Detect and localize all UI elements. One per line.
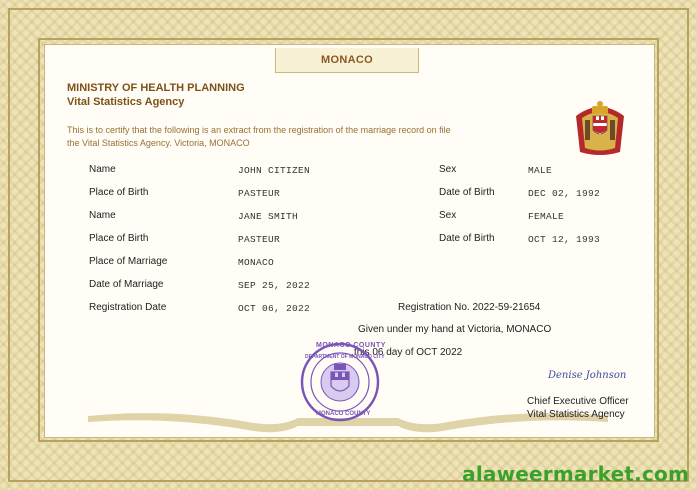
seal-text-middle: DEPARTMENT OF MONACO CITY [305,354,385,360]
place-of-birth-label-1: Place of Birth [89,187,149,198]
registration-date-value: OCT 06, 2022 [238,303,311,314]
intro-line-1: This is to certify that the following is an extract from the registration of the marriage record on file [67,125,451,135]
sex-value-2: FEMALE [528,211,565,222]
sex-label-2: Sex [439,210,457,221]
seal-text-bottom: MONACO COUNTY [316,411,371,417]
date-of-birth-value-1: DEC 02, 1992 [528,188,601,199]
name-value-1: JOHN CITIZEN [238,165,311,176]
officer-agency: Vital Statistics Agency [527,409,625,420]
place-of-birth-label-2: Place of Birth [89,233,149,244]
date-of-birth-label-1: Date of Birth [439,187,495,198]
date-of-marriage-label: Date of Marriage [89,279,164,290]
seal-text-top: MONACO COUNTY [316,342,386,349]
name-value-2: JANE SMITH [238,211,299,222]
place-of-marriage-value: MONACO [238,257,275,268]
registration-date-label: Registration Date [89,302,167,313]
date-of-marriage-value: SEP 25, 2022 [238,280,311,291]
country-tab: MONACO [275,48,419,73]
place-of-marriage-label: Place of Marriage [89,256,168,267]
certification-statement [67,124,487,150]
name-label-1: Name [89,164,116,175]
date-of-birth-label-2: Date of Birth [439,233,495,244]
name-label-2: Name [89,210,116,221]
ministry-title: MINISTRY OF HEALTH PLANNING [67,82,245,94]
intro-line-2: the Vital Statistics Agency. Victoria, MONACO [67,138,250,148]
registration-number: Registration No. 2022-59-21654 [398,302,541,313]
sex-label-1: Sex [439,164,457,175]
site-watermark: alaweermarket.com [462,462,689,486]
given-under-statement: Given under my hand at Victoria, MONACO [358,324,552,335]
place-of-birth-value-1: PASTEUR [238,188,281,199]
issue-date-statement: this 06 day of OCT 2022 [354,347,463,358]
coat-of-arms-icon [568,96,632,156]
place-of-birth-value-2: PASTEUR [238,234,281,245]
officer-title: Chief Executive Officer [527,396,629,407]
agency-subtitle: Vital Statistics Agency [67,96,185,108]
officer-signature: Denise Johnson [548,370,627,381]
date-of-birth-value-2: OCT 12, 1993 [528,234,601,245]
sex-value-1: MALE [528,165,553,176]
